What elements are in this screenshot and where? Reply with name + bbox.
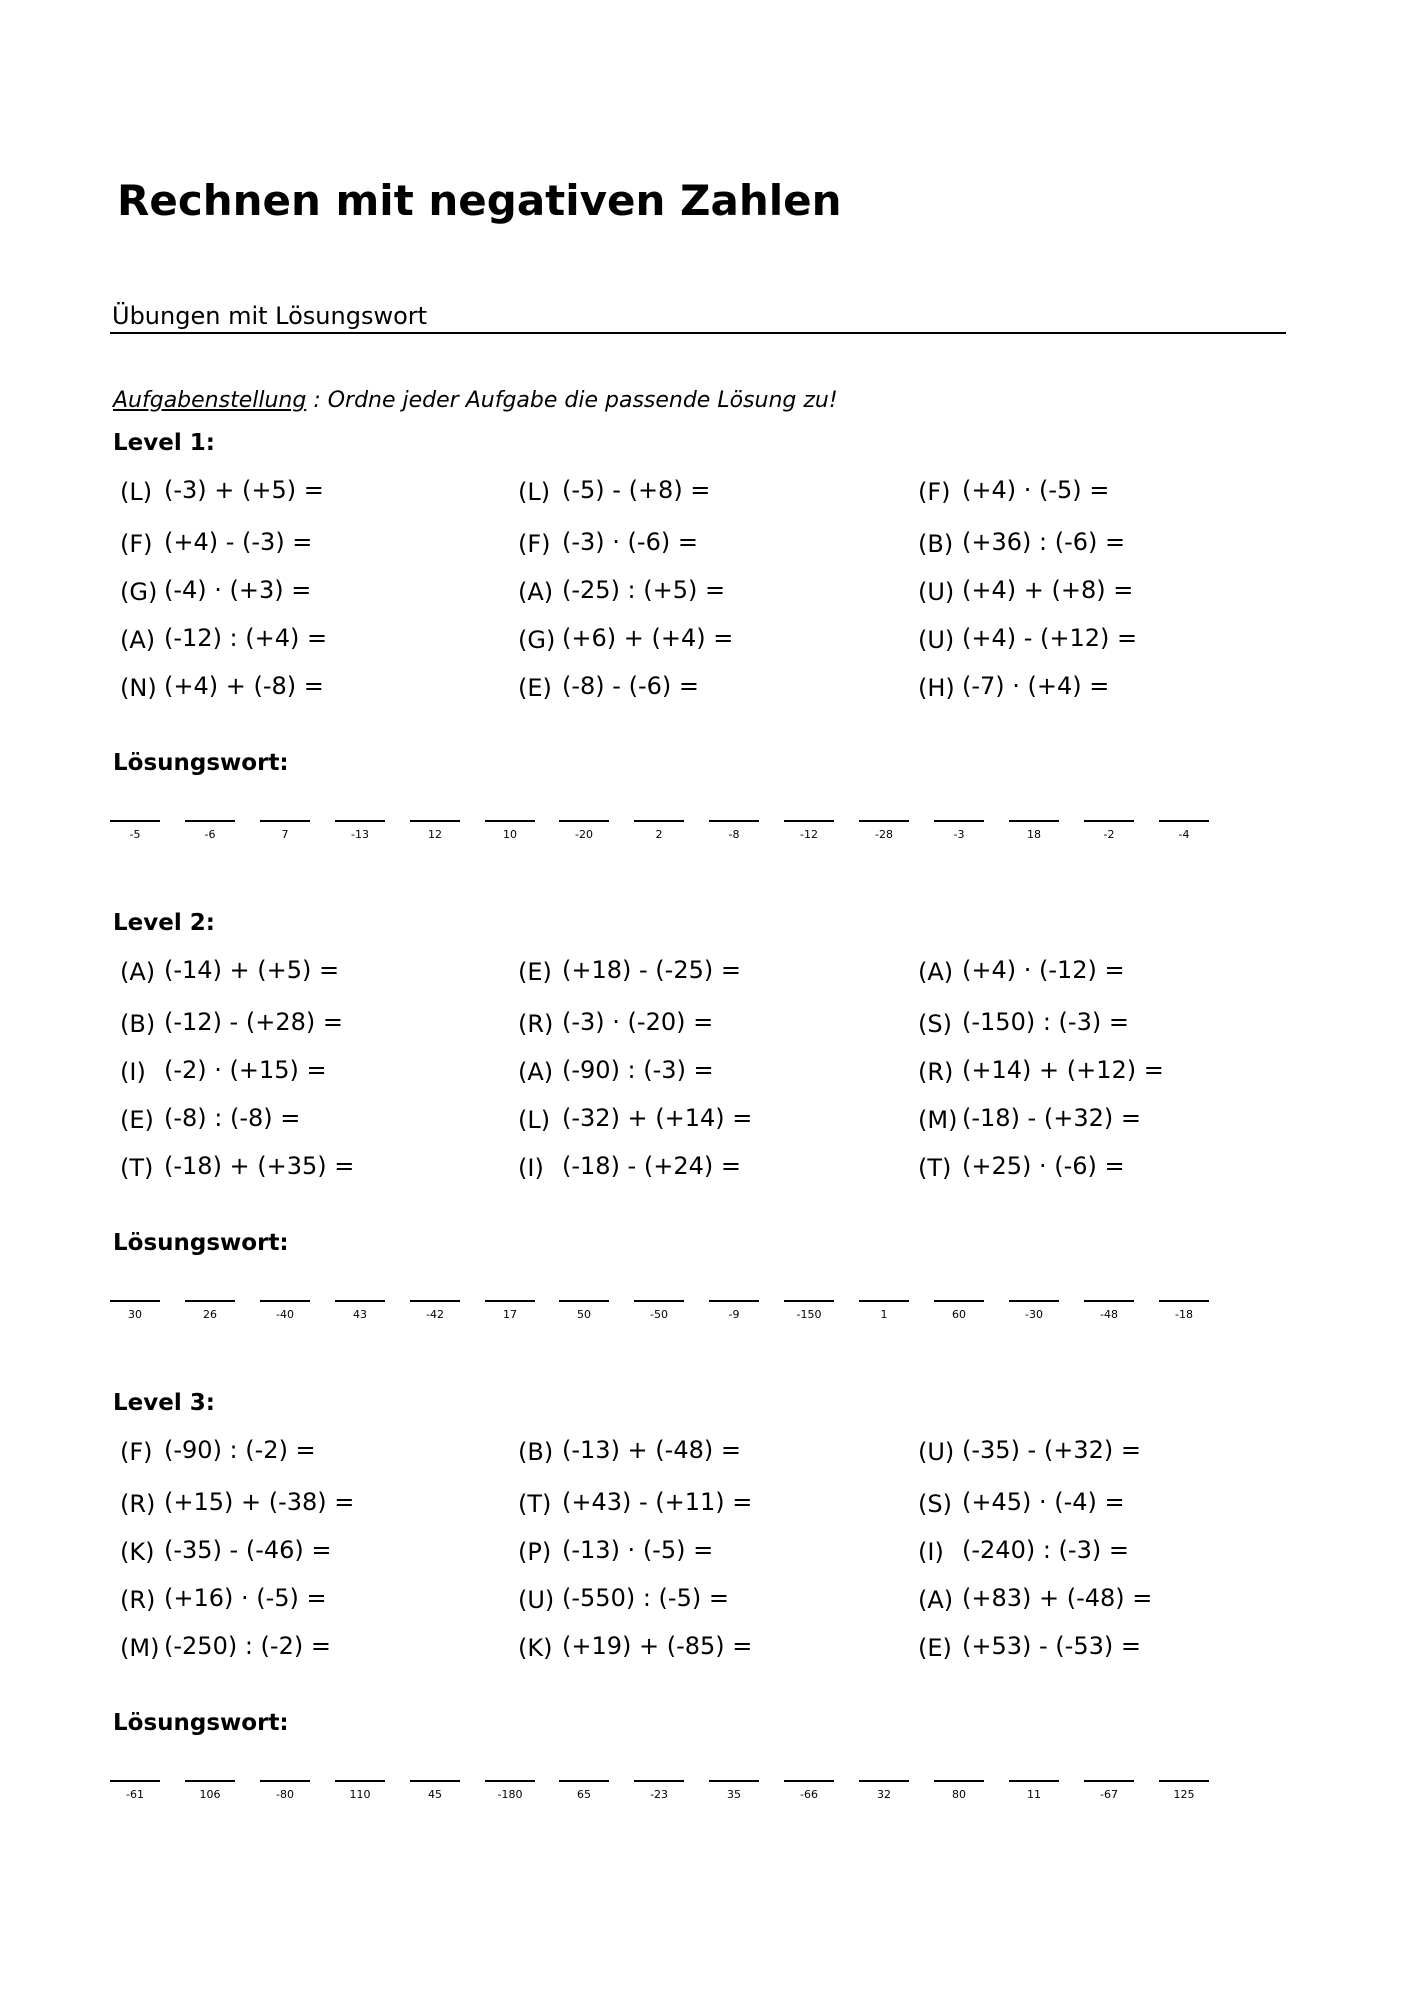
solution-blank[interactable] — [485, 1300, 535, 1330]
blank-line — [784, 1780, 834, 1782]
blank-line — [260, 1780, 310, 1782]
blank-line — [110, 1300, 160, 1302]
blank-line — [559, 820, 609, 822]
blank-line — [634, 1780, 684, 1782]
exercise-expression: (+4) - (+12) = — [962, 624, 1138, 652]
blank-solution-number: 60 — [952, 1308, 966, 1321]
solution-blank[interactable] — [634, 1300, 684, 1330]
blank-solution-number: -20 — [575, 828, 593, 841]
blank-solution-number: 125 — [1173, 1788, 1195, 1801]
solution-blanks — [110, 1300, 1210, 1330]
exercise-letter: (F) — [120, 530, 153, 558]
exercise-letter: (I) — [120, 1058, 146, 1086]
solution-blank[interactable] — [859, 820, 909, 850]
exercise-letter: (F) — [120, 1438, 153, 1466]
blank-line — [1084, 1780, 1134, 1782]
solution-blank[interactable] — [1009, 820, 1059, 850]
exercise-expression: (-32) + (+14) = — [562, 1104, 753, 1132]
exercise-expression: (-90) : (-3) = — [562, 1056, 714, 1084]
solution-blank[interactable] — [410, 1300, 460, 1330]
solution-blank[interactable] — [934, 820, 984, 850]
solution-word-heading: Lösungswort: — [113, 1710, 289, 1736]
solution-blank[interactable] — [1159, 1780, 1209, 1810]
exercise-expression: (+4) · (-12) = — [962, 956, 1125, 984]
blank-solution-number: 10 — [503, 828, 517, 841]
blank-solution-number: 30 — [128, 1308, 142, 1321]
blank-solution-number: 26 — [203, 1308, 217, 1321]
solution-blank[interactable] — [559, 1780, 609, 1810]
exercise-letter: (A) — [120, 958, 156, 986]
solution-blank[interactable] — [260, 1780, 310, 1810]
exercise-expression: (-7) · (+4) = — [962, 672, 1110, 700]
blank-line — [634, 820, 684, 822]
exercise-expression: (-14) + (+5) = — [164, 956, 340, 984]
solution-blank[interactable] — [185, 1300, 235, 1330]
blank-line — [485, 1300, 535, 1302]
solution-blanks — [110, 820, 1210, 850]
exercise-expression: (+45) · (-4) = — [962, 1488, 1125, 1516]
exercise-expression: (-90) : (-2) = — [164, 1436, 316, 1464]
blank-solution-number: 110 — [349, 1788, 371, 1801]
exercise-letter: (B) — [518, 1438, 554, 1466]
blank-line — [1159, 1300, 1209, 1302]
blank-line — [934, 1300, 984, 1302]
exercise-expression: (+43) - (+11) = — [562, 1488, 753, 1516]
exercise-letter: (A) — [518, 578, 554, 606]
exercise-expression: (+83) + (-48) = — [962, 1584, 1153, 1612]
solution-blank[interactable] — [559, 1300, 609, 1330]
exercise-letter: (R) — [120, 1490, 156, 1518]
solution-blank[interactable] — [185, 1780, 235, 1810]
exercise-letter: (R) — [120, 1586, 156, 1614]
blank-solution-number: -3 — [953, 828, 965, 841]
blank-line — [859, 820, 909, 822]
blank-solution-number: -66 — [800, 1788, 818, 1801]
exercise-expression: (+4) + (+8) = — [962, 576, 1134, 604]
solution-blank[interactable] — [784, 820, 834, 850]
blank-line — [709, 1780, 759, 1782]
exercise-letter: (U) — [918, 626, 955, 654]
blank-solution-number: -180 — [497, 1788, 523, 1801]
solution-blank[interactable] — [1084, 820, 1134, 850]
blank-line — [1159, 1780, 1209, 1782]
exercise-letter: (G) — [518, 626, 556, 654]
exercise-expression: (-25) : (+5) = — [562, 576, 726, 604]
blank-line — [110, 820, 160, 822]
exercise-letter: (S) — [918, 1010, 952, 1038]
blank-solution-number: 12 — [428, 828, 442, 841]
blank-line — [1009, 820, 1059, 822]
exercise-letter: (F) — [918, 478, 951, 506]
solution-blank[interactable] — [485, 820, 535, 850]
exercise-letter: (U) — [918, 578, 955, 606]
exercise-letter: (R) — [918, 1058, 954, 1086]
exercise-expression: (-2) · (+15) = — [164, 1056, 327, 1084]
blank-solution-number: 11 — [1027, 1788, 1041, 1801]
exercise-expression: (-8) : (-8) = — [164, 1104, 301, 1132]
solution-blank[interactable] — [709, 820, 759, 850]
exercise-expression: (-3) · (-6) = — [562, 528, 698, 556]
exercise-letter: (I) — [518, 1154, 544, 1182]
blank-solution-number: -40 — [276, 1308, 294, 1321]
exercise-letter: (A) — [518, 1058, 554, 1086]
exercise-letter: (B) — [918, 530, 954, 558]
page-title: Rechnen mit negativen Zahlen — [117, 176, 842, 225]
blank-solution-number: -80 — [276, 1788, 294, 1801]
blank-line — [784, 820, 834, 822]
exercise-expression: (-13) + (-48) = — [562, 1436, 741, 1464]
blank-line — [859, 1300, 909, 1302]
exercise-letter: (R) — [518, 1010, 554, 1038]
blank-line — [1084, 820, 1134, 822]
task-text: : Ordne jeder Aufgabe die passende Lösung zu! — [306, 388, 838, 413]
blank-line — [110, 1780, 160, 1782]
solution-blank[interactable] — [1159, 820, 1209, 850]
exercise-expression: (-550) : (-5) = — [562, 1584, 729, 1612]
blank-solution-number: 18 — [1027, 828, 1041, 841]
blank-line — [934, 1780, 984, 1782]
blank-line — [634, 1300, 684, 1302]
exercise-letter: (A) — [918, 1586, 954, 1614]
exercise-expression: (-4) · (+3) = — [164, 576, 312, 604]
exercise-expression: (+4) · (-5) = — [962, 476, 1110, 504]
blank-line — [335, 820, 385, 822]
solution-blanks — [110, 1780, 1210, 1810]
blank-line — [709, 820, 759, 822]
exercise-expression: (+25) · (-6) = — [962, 1152, 1125, 1180]
exercise-expression: (-240) : (-3) = — [962, 1536, 1129, 1564]
exercise-letter: (A) — [918, 958, 954, 986]
solution-blank[interactable] — [1009, 1300, 1059, 1330]
blank-solution-number: -48 — [1100, 1308, 1118, 1321]
exercise-letter: (B) — [120, 1010, 156, 1038]
solution-blank[interactable] — [559, 820, 609, 850]
blank-solution-number: -28 — [875, 828, 893, 841]
blank-solution-number: 7 — [281, 828, 289, 841]
blank-solution-number: -9 — [728, 1308, 740, 1321]
exercise-letter: (T) — [120, 1154, 154, 1182]
exercise-letter: (E) — [120, 1106, 154, 1134]
exercise-letter: (L) — [518, 478, 551, 506]
exercise-expression: (+4) + (-8) = — [164, 672, 324, 700]
exercise-expression: (+18) - (-25) = — [562, 956, 741, 984]
blank-line — [335, 1780, 385, 1782]
exercise-expression: (+53) - (-53) = — [962, 1632, 1141, 1660]
blank-solution-number: -4 — [1178, 828, 1190, 841]
solution-blank[interactable] — [110, 1300, 160, 1330]
exercise-expression: (-3) · (-20) = — [562, 1008, 714, 1036]
blank-line — [185, 820, 235, 822]
blank-line — [559, 1780, 609, 1782]
task-instruction — [113, 388, 838, 413]
exercise-expression: (+6) + (+4) = — [562, 624, 734, 652]
solution-blank[interactable] — [1084, 1780, 1134, 1810]
blank-line — [410, 1300, 460, 1302]
solution-blank[interactable] — [185, 820, 235, 850]
blank-solution-number: -12 — [800, 828, 818, 841]
blank-line — [335, 1300, 385, 1302]
solution-blank[interactable] — [934, 1300, 984, 1330]
blank-line — [1084, 1300, 1134, 1302]
exercise-expression: (-18) - (+32) = — [962, 1104, 1141, 1132]
blank-solution-number: -18 — [1175, 1308, 1193, 1321]
solution-blank[interactable] — [410, 1780, 460, 1810]
blank-line — [559, 1300, 609, 1302]
blank-line — [485, 1780, 535, 1782]
blank-line — [1009, 1300, 1059, 1302]
blank-solution-number: 80 — [952, 1788, 966, 1801]
solution-blank[interactable] — [260, 1300, 310, 1330]
exercise-expression: (+19) + (-85) = — [562, 1632, 753, 1660]
exercise-expression: (+16) · (-5) = — [164, 1584, 327, 1612]
exercise-expression: (-12) - (+28) = — [164, 1008, 343, 1036]
exercise-expression: (-35) - (-46) = — [164, 1536, 332, 1564]
blank-line — [1159, 820, 1209, 822]
solution-blank[interactable] — [110, 1780, 160, 1810]
blank-solution-number: 50 — [577, 1308, 591, 1321]
solution-blank[interactable] — [634, 1780, 684, 1810]
blank-solution-number: 35 — [727, 1788, 741, 1801]
blank-solution-number: -150 — [796, 1308, 822, 1321]
solution-blank[interactable] — [1009, 1780, 1059, 1810]
blank-line — [410, 1780, 460, 1782]
solution-blank[interactable] — [709, 1300, 759, 1330]
solution-blank[interactable] — [410, 820, 460, 850]
solution-blank[interactable] — [784, 1300, 834, 1330]
blank-line — [185, 1300, 235, 1302]
blank-solution-number: -61 — [126, 1788, 144, 1801]
blank-line — [485, 820, 535, 822]
blank-solution-number: 1 — [880, 1308, 888, 1321]
exercise-expression: (+15) + (-38) = — [164, 1488, 355, 1516]
blank-line — [709, 1300, 759, 1302]
blank-solution-number: 2 — [655, 828, 663, 841]
solution-blank[interactable] — [1159, 1300, 1209, 1330]
solution-blank[interactable] — [485, 1780, 535, 1810]
exercise-expression: (-18) + (+35) = — [164, 1152, 355, 1180]
solution-blank[interactable] — [335, 1780, 385, 1810]
blank-line — [260, 820, 310, 822]
solution-blank[interactable] — [110, 820, 160, 850]
blank-solution-number: 17 — [503, 1308, 517, 1321]
exercise-letter: (E) — [518, 674, 552, 702]
exercise-expression: (-18) - (+24) = — [562, 1152, 741, 1180]
exercise-letter: (I) — [918, 1538, 944, 1566]
exercise-letter: (F) — [518, 530, 551, 558]
exercise-letter: (L) — [120, 478, 153, 506]
blank-solution-number: -42 — [426, 1308, 444, 1321]
exercise-expression: (+14) + (+12) = — [962, 1056, 1164, 1084]
blank-line — [185, 1780, 235, 1782]
exercise-letter: (P) — [518, 1538, 552, 1566]
exercise-letter: (T) — [918, 1154, 952, 1182]
exercise-expression: (-5) - (+8) = — [562, 476, 711, 504]
exercise-letter: (U) — [918, 1438, 955, 1466]
blank-line — [410, 820, 460, 822]
blank-solution-number: -30 — [1025, 1308, 1043, 1321]
blank-solution-number: 43 — [353, 1308, 367, 1321]
exercise-expression: (-35) - (+32) = — [962, 1436, 1141, 1464]
solution-word-heading: Lösungswort: — [113, 750, 289, 776]
exercise-letter: (K) — [518, 1634, 553, 1662]
solution-blank[interactable] — [335, 820, 385, 850]
blank-line — [859, 1780, 909, 1782]
exercise-letter: (N) — [120, 674, 157, 702]
exercise-expression: (-8) - (-6) = — [562, 672, 699, 700]
exercise-letter: (M) — [120, 1634, 160, 1662]
solution-blank[interactable] — [335, 1300, 385, 1330]
exercise-letter: (E) — [518, 958, 552, 986]
blank-line — [260, 1300, 310, 1302]
exercise-letter: (M) — [918, 1106, 958, 1134]
task-label: Aufgabenstellung — [113, 388, 307, 413]
blank-solution-number: -8 — [728, 828, 740, 841]
blank-solution-number: -13 — [351, 828, 369, 841]
solution-word-heading: Lösungswort: — [113, 1230, 289, 1256]
solution-blank[interactable] — [859, 1300, 909, 1330]
exercise-letter: (H) — [918, 674, 955, 702]
blank-solution-number: 65 — [577, 1788, 591, 1801]
exercise-expression: (-12) : (+4) = — [164, 624, 328, 652]
solution-blank[interactable] — [634, 820, 684, 850]
exercise-letter: (A) — [120, 626, 156, 654]
exercise-letter: (K) — [120, 1538, 155, 1566]
blank-solution-number: -50 — [650, 1308, 668, 1321]
blank-solution-number: -2 — [1103, 828, 1115, 841]
exercise-letter: (E) — [918, 1634, 952, 1662]
solution-blank[interactable] — [934, 1780, 984, 1810]
exercise-expression: (-13) · (-5) = — [562, 1536, 714, 1564]
exercise-expression: (-3) + (+5) = — [164, 476, 324, 504]
subtitle-underline — [110, 332, 1286, 334]
solution-blank[interactable] — [784, 1780, 834, 1810]
exercise-expression: (+4) - (-3) = — [164, 528, 313, 556]
blank-line — [784, 1300, 834, 1302]
exercise-letter: (T) — [518, 1490, 552, 1518]
blank-solution-number: -23 — [650, 1788, 668, 1801]
exercise-expression: (+36) : (-6) = — [962, 528, 1126, 556]
exercise-letter: (L) — [518, 1106, 551, 1134]
blank-line — [1009, 1780, 1059, 1782]
solution-blank[interactable] — [260, 820, 310, 850]
blank-line — [934, 820, 984, 822]
blank-solution-number: 106 — [199, 1788, 221, 1801]
blank-solution-number: 32 — [877, 1788, 891, 1801]
solution-blank[interactable] — [859, 1780, 909, 1810]
exercise-letter: (S) — [918, 1490, 952, 1518]
solution-blank[interactable] — [1084, 1300, 1134, 1330]
level-heading: Level 3: — [113, 1390, 215, 1416]
exercise-letter: (G) — [120, 578, 158, 606]
exercise-expression: (-250) : (-2) = — [164, 1632, 331, 1660]
blank-solution-number: -67 — [1100, 1788, 1118, 1801]
blank-solution-number: -5 — [129, 828, 141, 841]
level-heading: Level 1: — [113, 430, 215, 456]
solution-blank[interactable] — [709, 1780, 759, 1810]
level-heading: Level 2: — [113, 910, 215, 936]
exercise-letter: (U) — [518, 1586, 555, 1614]
blank-solution-number: 45 — [428, 1788, 442, 1801]
page-subtitle: Übungen mit Lösungswort — [112, 302, 428, 330]
exercise-expression: (-150) : (-3) = — [962, 1008, 1129, 1036]
blank-solution-number: -6 — [204, 828, 216, 841]
